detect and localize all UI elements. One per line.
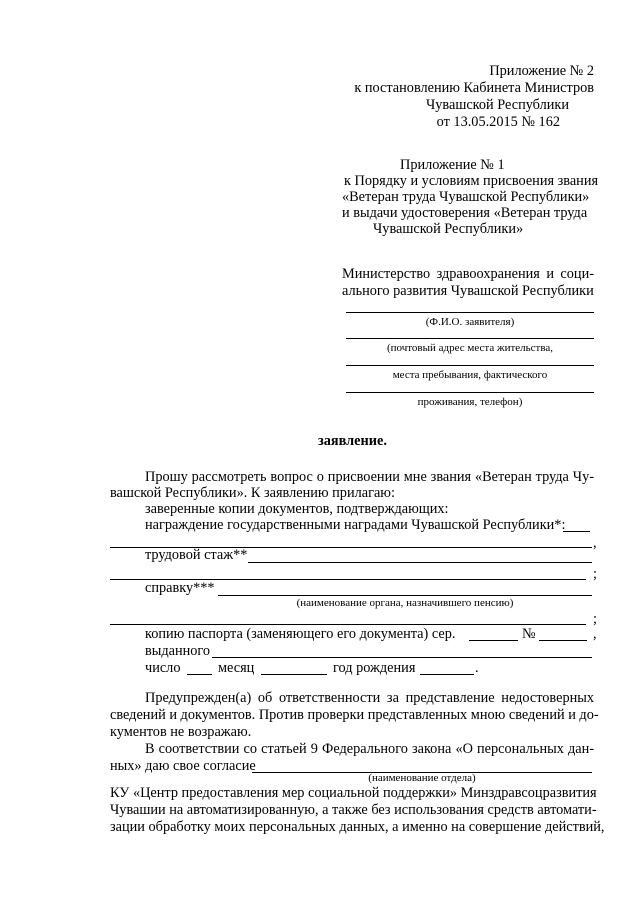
appendix1-line4: и выдачи удостоверения «Ветеран труда: [342, 205, 588, 221]
date-month-label: месяц: [218, 660, 255, 676]
pension-hint: (наименование органа, назначившего пенсию): [296, 597, 514, 609]
appendix1-line2: к Порядку и условиям присвоения звания: [344, 173, 599, 189]
stazh-label: трудовой стаж**: [145, 547, 248, 563]
addressee-line1: Министерство здравоохранения и соци-: [342, 266, 594, 282]
date-period: .: [475, 660, 479, 676]
stazh-line: [248, 562, 592, 563]
address-hint-3: проживания, телефон): [417, 396, 523, 408]
attached-copies-line: заверенные копии документов, подтверждающих:: [145, 501, 449, 517]
ku-line-1: КУ «Центр предоставления мер социальной поддержки» Минздравсоцразвития: [110, 785, 597, 801]
date-day-line: [187, 674, 212, 675]
date-year-line: [420, 674, 474, 675]
law-line-1: В соответствии со статьей 9 Федерального закона «О персональных дан-: [145, 741, 594, 757]
appendix2-line2: к постановлению Кабинета Министров: [354, 80, 594, 96]
spravka-line-2: [110, 624, 586, 625]
department-hint: (наименование отдела): [368, 772, 476, 784]
date-month-line: [261, 674, 327, 675]
spravka-line: [218, 595, 592, 596]
address-line-1: [346, 338, 594, 339]
passport-label: копию паспорта (заменяющего его документа) сер.: [145, 626, 456, 642]
awards-line-short: [563, 531, 590, 532]
appendix1-line1: Приложение № 1: [400, 157, 505, 173]
warning-line-2: сведений и документов. Против проверки представленных мною сведений и до-: [110, 707, 599, 723]
awards-comma: ,: [593, 535, 597, 551]
request-line-1: Прошу рассмотреть вопрос о присвоении мне звания «Ветеран труда Чу-: [145, 469, 594, 485]
stazh-semicolon: ;: [593, 566, 597, 582]
spravka-semicolon: ;: [593, 611, 597, 627]
request-line-2: вашской Республики». К заявлению прилагаю:: [110, 485, 395, 501]
appendix1-line3: «Ветеран труда Чувашской Республики»: [342, 189, 590, 205]
address-hint-1: (почтовый адрес места жительства,: [386, 342, 554, 354]
appendix2-line4: от 13.05.2015 № 162: [436, 114, 560, 130]
fio-hint: (Ф.И.О. заявителя): [425, 316, 515, 328]
address-hint-2: места пребывания, фактического: [392, 369, 548, 381]
warning-line-1: Предупрежден(а) об ответственности за представление недостоверных: [145, 690, 594, 706]
appendix1-line5: Чувашской Республики»: [373, 221, 524, 237]
law-line-2: ных» даю свое согласие: [110, 758, 256, 774]
number-sign: №: [522, 626, 536, 642]
issued-label: выданного: [145, 643, 211, 659]
appendix2-line3: Чувашской Республики: [425, 97, 569, 113]
address-line-3: [346, 392, 594, 393]
passport-series-line: [469, 640, 518, 641]
appendix2-line1: Приложение № 2: [489, 63, 594, 79]
ku-line-3: зации обработку моих персональных данных, а именно на совершение действий,: [110, 819, 605, 835]
passport-number-line: [539, 640, 587, 641]
ku-line-2: Чувашии на автоматизированную, а также без использования средств автомати-: [110, 802, 597, 818]
address-line-2: [346, 365, 594, 366]
document-title: заявление.: [318, 433, 387, 449]
addressee-line2: ального развития Чувашской Республики: [342, 283, 594, 299]
passport-comma: ,: [593, 626, 597, 642]
fio-line: [346, 312, 594, 313]
date-year-label: год рождения: [333, 660, 416, 676]
spravka-label: справку***: [145, 580, 215, 596]
issued-line: [212, 657, 592, 658]
date-day-label: число: [145, 660, 181, 676]
awards-label: награждение государственными наградами Чувашской Республики*:: [145, 517, 566, 533]
warning-line-3: кументов не возражаю.: [110, 724, 252, 740]
